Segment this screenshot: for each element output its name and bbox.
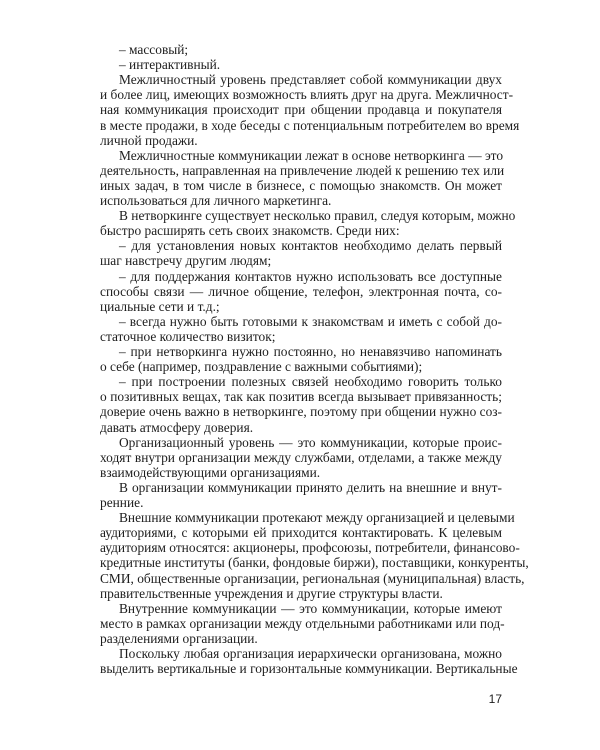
text-line: В нетворкинге существует несколько правил, следуя которым, можно — [119, 208, 516, 224]
text-line: статочное количество визиток; — [100, 328, 276, 344]
text-line: взаимодействующими организациями. — [100, 464, 321, 480]
text-line: давать атмосферу доверия. — [100, 419, 254, 435]
list-item: – всегда нужно быть готовыми к знакомствам и иметь с собой до- — [119, 313, 502, 329]
text-line: выделить вертикальные и горизонтальные коммуникации. Вертикальные — [100, 661, 518, 677]
text-line: ходят внутри организации между службами, отделами, а также между — [100, 449, 502, 465]
text-line: о позитивных вещах, так как позитив всегда вызывает привязанность; — [100, 389, 502, 405]
text-line: разделениями организации. — [100, 630, 258, 646]
text-line: место в рамках организации между отдельными работниками или под- — [100, 615, 505, 631]
text-line: аудиториям относятся: акционеры, профсоюзы, потребители, финансово- — [100, 540, 520, 556]
text-line: В организации коммуникации принято делить на внешние и внут- — [119, 479, 502, 495]
list-item-mass: – массовый; — [119, 42, 189, 57]
text-line: в месте продажи, в ходе беседы с потенциальным потребителем во время — [100, 117, 520, 133]
text-line: шаг навстречу другим людям; — [100, 253, 272, 269]
text-line: доверие очень важно в нетворкинге, поэтому при общении нужно соз- — [100, 404, 503, 420]
list-item: – для установления новых контактов необходимо делать первый — [119, 238, 502, 254]
text-line: использоваться для личного маркетинга. — [100, 193, 332, 208]
text-line: личной продажи. — [100, 132, 198, 148]
text-line: Поскольку любая организация иерархически организована, можно — [119, 646, 502, 661]
text-line: быстро расширять сеть своих знакомств. Среди них: — [100, 223, 400, 239]
text-line: циальные сети и т.д.; — [100, 298, 220, 314]
text-line: Внешние коммуникации протекают между организацией и целевыми — [119, 510, 515, 526]
text-line: и более лиц, имеющих возможность влиять друг на друга. Межличност- — [100, 87, 514, 103]
list-item-interactive: – интерактивный. — [119, 57, 221, 73]
text-line: Межличностные коммуникации лежат в основе нетворкинга — это — [119, 147, 504, 163]
page-number: 17 — [488, 692, 502, 706]
text-line: способы связи — личное общение, телефон, электронная почта, со- — [100, 283, 502, 299]
text-line: СМИ, общественные организации, региональная (муниципальная) власть, — [100, 570, 525, 586]
text-line: кредитные институты (банки, фондовые биржи), поставщики, конкуренты, — [100, 555, 529, 571]
text-line: о себе (например, поздравление с важными событиями); — [100, 359, 423, 375]
text-line: деятельность, направленная на привлечение людей к решению тех или — [100, 162, 505, 178]
text-line: аудиториями, с которыми ей приходится контактировать. К целевым — [100, 525, 502, 541]
list-item: – при построении полезных связей необходимо говорить только — [119, 374, 502, 390]
text-line: ренние. — [100, 495, 144, 510]
text-line: Внутренние коммуникации — это коммуникации, которые имеют — [119, 600, 502, 616]
list-item: – при нетворкинга нужно постоянно, но ненавязчиво напоминать — [119, 344, 502, 359]
text-line: ная коммуникация происходит при общении продавца и покупателя — [100, 102, 502, 118]
text-line: Межличностный уровень представляет собой коммуникации двух — [119, 72, 502, 88]
text-line: Организационный уровень — это коммуникации, которые проис- — [119, 434, 502, 450]
list-item: – для поддержания контактов нужно использовать все доступные — [119, 268, 502, 284]
text-line: иных задач, в том числе в бизнесе, с помощью знакомств. Он может — [100, 177, 502, 193]
text-line: правительственные учреждения и другие структуры власти. — [100, 585, 443, 601]
